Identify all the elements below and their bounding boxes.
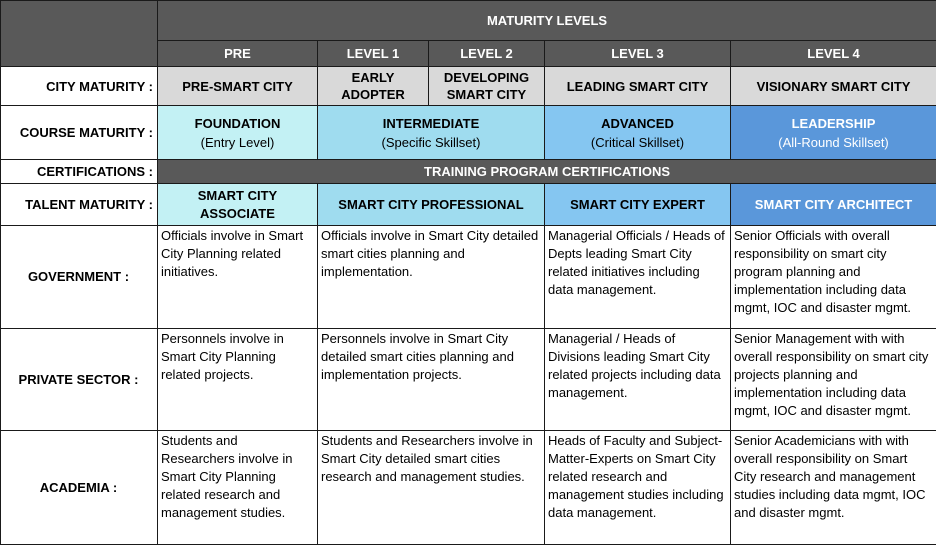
level-header-4: LEVEL 4	[731, 41, 936, 67]
government-expert-cell: Managerial Officials / Heads of Depts leading Smart City related initiatives including data management.	[545, 226, 731, 328]
talent-maturity-label: TALENT MATURITY :	[1, 184, 158, 226]
talent-associate: SMART CITY ASSOCIATE	[158, 184, 318, 226]
city-maturity-pre: PRE-SMART CITY	[158, 67, 318, 106]
level-header-2: LEVEL 2	[429, 41, 545, 67]
academia-expert-cell: Heads of Faculty and Subject-Matter-Experts on Smart City related research and management studies including data management.	[545, 430, 731, 544]
private-sector-expert-cell: Managerial / Heads of Divisions leading Smart City related projects including data management.	[545, 328, 731, 430]
course-title: INTERMEDIATE	[382, 115, 480, 131]
course-advanced	[545, 106, 731, 160]
talent-architect: SMART CITY ARCHITECT	[731, 184, 936, 226]
government-pre-cell: Officials involve in Smart City Planning related initiatives.	[158, 226, 318, 328]
government-label: GOVERNMENT :	[1, 226, 158, 328]
academia-label: ACADEMIA :	[1, 430, 158, 544]
city-maturity-label: CITY MATURITY :	[1, 67, 158, 106]
certifications-label: CERTIFICATIONS :	[1, 160, 158, 184]
academia-pre-cell: Students and Researchers involve in Smart City Planning related research and management studies.	[158, 430, 318, 544]
level-header-3: LEVEL 3	[545, 41, 731, 67]
private-sector-intermediate-cell: Personnels involve in Smart City detailed smart cities planning and implementation projects.	[318, 328, 545, 430]
level-header-pre: PRE	[158, 41, 318, 67]
course-title: FOUNDATION	[194, 115, 281, 131]
course-subtitle: (Critical Skillset)	[590, 134, 685, 150]
government-architect-cell: Senior Officials with overall responsibility on smart city program planning and implementation including data mgmt, IOC and disaster mgmt.	[731, 226, 936, 328]
course-subtitle: (Specific Skillset)	[381, 134, 481, 150]
course-title: ADVANCED	[601, 115, 674, 131]
maturity-levels-header: MATURITY LEVELS	[158, 1, 936, 41]
academia-intermediate-cell: Students and Researchers involve in Smart City detailed smart cities research and management studies.	[318, 430, 545, 544]
course-subtitle: (Entry Level)	[200, 134, 275, 150]
city-maturity-level-2: DEVELOPING SMART CITY	[429, 67, 545, 106]
course-leadership	[731, 106, 936, 160]
course-maturity-label: COURSE MATURITY :	[1, 106, 158, 160]
talent-professional: SMART CITY PROFESSIONAL	[318, 184, 545, 226]
talent-expert: SMART CITY EXPERT	[545, 184, 731, 226]
city-maturity-level-3: LEADING SMART CITY	[545, 67, 731, 106]
training-program-certifications: TRAINING PROGRAM CERTIFICATIONS	[158, 160, 936, 184]
course-foundation	[158, 106, 318, 160]
city-maturity-level-4: VISIONARY SMART CITY	[731, 67, 936, 106]
private-sector-label: PRIVATE SECTOR :	[1, 328, 158, 430]
government-intermediate-cell: Officials involve in Smart City detailed smart cities planning and implementation.	[318, 226, 545, 328]
academia-architect-cell: Senior Academicians with with overall responsibility on Smart City research and management studies including data mgmt, IOC and disaster mgmt.	[731, 430, 936, 544]
course-title: LEADERSHIP	[791, 115, 876, 131]
private-sector-pre-cell: Personnels involve in Smart City Planning related projects.	[158, 328, 318, 430]
private-sector-architect-cell: Senior Management with with overall responsibility on smart city projects planning and implementation including data mgmt, IOC and disaster mgmt.	[731, 328, 936, 430]
course-intermediate	[318, 106, 545, 160]
corner-cell	[1, 1, 158, 67]
course-subtitle: (All-Round Skillset)	[778, 134, 889, 150]
level-header-1: LEVEL 1	[318, 41, 429, 67]
city-maturity-level-1: EARLY ADOPTER	[318, 67, 429, 106]
